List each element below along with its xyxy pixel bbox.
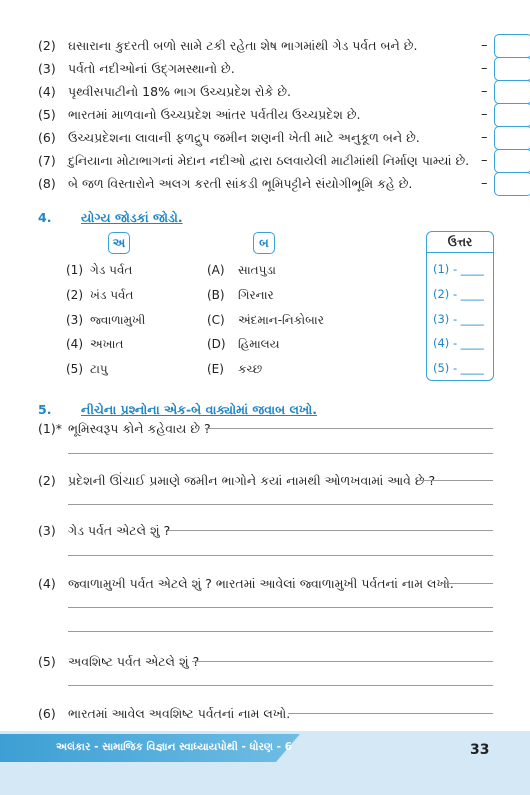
answer-line[interactable] [68, 607, 493, 608]
left-number: (1) [66, 263, 83, 277]
section-title: યોગ્ય જોડકાં જોડો. [81, 210, 183, 225]
answer-line[interactable] [205, 428, 493, 429]
section-title: નીચેના પ્રશ્નોના એક-બે વાક્યોમાં જવાબ લખો. [81, 402, 318, 417]
answer-slot[interactable]: (2) - ____ [433, 287, 484, 301]
right-term: ગિરનાર [238, 288, 274, 302]
right-number: (E) [207, 362, 224, 376]
question-number: (2) [38, 473, 56, 488]
section-number: 5. [38, 402, 52, 417]
answer-slot[interactable]: (3) - ____ [433, 312, 484, 326]
page-number: 33 [470, 742, 490, 758]
statement-row [38, 81, 508, 103]
question-text: ભારતમાં આવેલ અવશિષ્ટ પર્વતનાં નામ લખો. [68, 706, 291, 721]
statement-text: પર્વતો નદીઓનાં ઉદ્ગમસ્થાનો છે. [68, 61, 235, 76]
statement-dash: – [481, 176, 488, 191]
answer-box[interactable] [494, 172, 530, 196]
answer-box[interactable] [494, 103, 530, 127]
left-number: (4) [66, 337, 83, 351]
statement-row [38, 127, 508, 149]
right-number: (B) [207, 288, 225, 302]
footer-title: અલંકાર - સામાજિક વિજ્ઞાન સ્વાધ્યાયપોથી - ધોરણ - 6 [56, 741, 292, 753]
statement-number: (6) [38, 130, 56, 145]
answer-line[interactable] [440, 583, 493, 584]
answer-line[interactable] [418, 480, 493, 481]
answer-box[interactable] [494, 126, 530, 150]
right-term: અંદમાન-નિકોબાર [238, 313, 324, 327]
statement-row [38, 173, 508, 195]
answer-line[interactable] [68, 504, 493, 505]
statement-dash: – [481, 61, 488, 76]
answer-line[interactable] [168, 530, 493, 531]
match-row [66, 309, 386, 331]
left-number: (5) [66, 362, 83, 376]
question-number: (4) [38, 576, 56, 591]
column-b-label: બ [253, 232, 275, 254]
statement-row [38, 58, 508, 80]
answer-panel [426, 231, 494, 381]
statement-dash: – [481, 84, 488, 99]
statement-row [38, 35, 508, 57]
section-4-heading [38, 210, 338, 228]
question-number: (5) [38, 654, 56, 669]
question-text: ગેડ પર્વત એટલે શું ? [68, 523, 171, 538]
answer-line[interactable] [288, 713, 493, 714]
answer-line[interactable] [68, 555, 493, 556]
answer-line[interactable] [68, 685, 493, 686]
answer-line[interactable] [68, 631, 493, 632]
question-number: (6) [38, 706, 56, 721]
left-term: ખંડ પર્વત [90, 288, 134, 302]
statement-dash: – [481, 38, 488, 53]
answer-box[interactable] [494, 34, 530, 58]
answer-slot[interactable]: (1) - ____ [433, 262, 484, 276]
statement-number: (5) [38, 107, 56, 122]
question-text: જ્વાળામુખી પર્વત એટલે શું ? ભારતમાં આવેલાં જ્વાળામુખી પર્વતનાં નામ લખો. [68, 576, 454, 591]
right-term: હિમાલય [238, 337, 280, 351]
left-term: જ્વાળામુખી [90, 313, 146, 327]
question-text: ભૂમિસ્વરૂપ કોને કહેવાય છે ? [68, 421, 211, 436]
statement-number: (3) [38, 61, 56, 76]
answer-panel-heading: ઉત્તર [427, 232, 493, 253]
right-number: (A) [207, 263, 225, 277]
statement-row [38, 150, 508, 172]
left-term: ગેડ પર્વત [90, 263, 133, 277]
answer-slot[interactable]: (4) - ____ [433, 336, 484, 350]
right-number: (C) [207, 313, 225, 327]
statement-text: ઉચ્ચપ્રદેશના લાવાની ફળદ્રુપ જમીન શણની ખેતી માટે અનુકૂળ બને છે. [68, 130, 420, 145]
statement-row [38, 104, 508, 126]
statement-number: (7) [38, 153, 56, 168]
left-number: (2) [66, 288, 83, 302]
right-number: (D) [207, 337, 226, 351]
left-term: ટાપુ [90, 362, 108, 376]
section-number: 4. [38, 210, 52, 225]
answer-box[interactable] [494, 149, 530, 173]
right-term: સાતપુડા [238, 263, 276, 277]
answer-box[interactable] [494, 57, 530, 81]
answer-box[interactable] [494, 80, 530, 104]
answer-slot[interactable]: (5) - ____ [433, 361, 484, 375]
question-text: પ્રદેશની ઊંચાઈ પ્રમાણે જમીન ભાગોને કયાં નામથી ઓળખવામાં આવે છે ? [68, 473, 436, 488]
answer-line[interactable] [68, 453, 493, 454]
section-5-heading [38, 402, 438, 420]
statement-text: ભારતમાં માળવાનો ઉચ્ચપ્રદેશ આંતર પર્વતીય ઉચ્ચપ્રદેશ છે. [68, 107, 361, 122]
statement-number: (8) [38, 176, 56, 191]
statement-dash: – [481, 130, 488, 145]
statement-number: (4) [38, 84, 56, 99]
match-row [66, 358, 386, 380]
match-row [66, 333, 386, 355]
left-term: અખાત [90, 337, 124, 351]
statement-text: બે જળ વિસ્તારોને અલગ કરતી સાંકડી ભૂમિપટ્ટીને સંયોગીભૂમિ કહે છે. [68, 176, 413, 191]
right-term: કચ્છ [238, 362, 263, 376]
statement-text: પૃથ્વીસપાટીનો 18% ભાગ ઉચ્ચપ્રદેશ રોકે છે. [68, 84, 291, 99]
match-row [66, 284, 386, 306]
left-number: (3) [66, 313, 83, 327]
statement-dash: – [481, 153, 488, 168]
question-number: (1)* [38, 421, 62, 436]
statement-text: ઘસારાના કુદરતી બળો સામે ટકી રહેતા શેષ ભાગમાંથી ગેડ પર્વત બને છે. [68, 38, 418, 53]
column-a-label: અ [108, 232, 130, 254]
statement-dash: – [481, 107, 488, 122]
match-row [66, 259, 386, 281]
statement-number: (2) [38, 38, 56, 53]
statement-text: દુનિયાના મોટાભાગનાં મેદાન નદીઓ દ્વારા ઠલવાયેલી માટીમાંથી નિર્માણ પામ્યાં છે. [68, 153, 470, 168]
question-number: (3) [38, 523, 56, 538]
question-text: અવશિષ્ટ પર્વત એટલે શું ? [68, 654, 200, 669]
answer-line[interactable] [192, 661, 493, 662]
